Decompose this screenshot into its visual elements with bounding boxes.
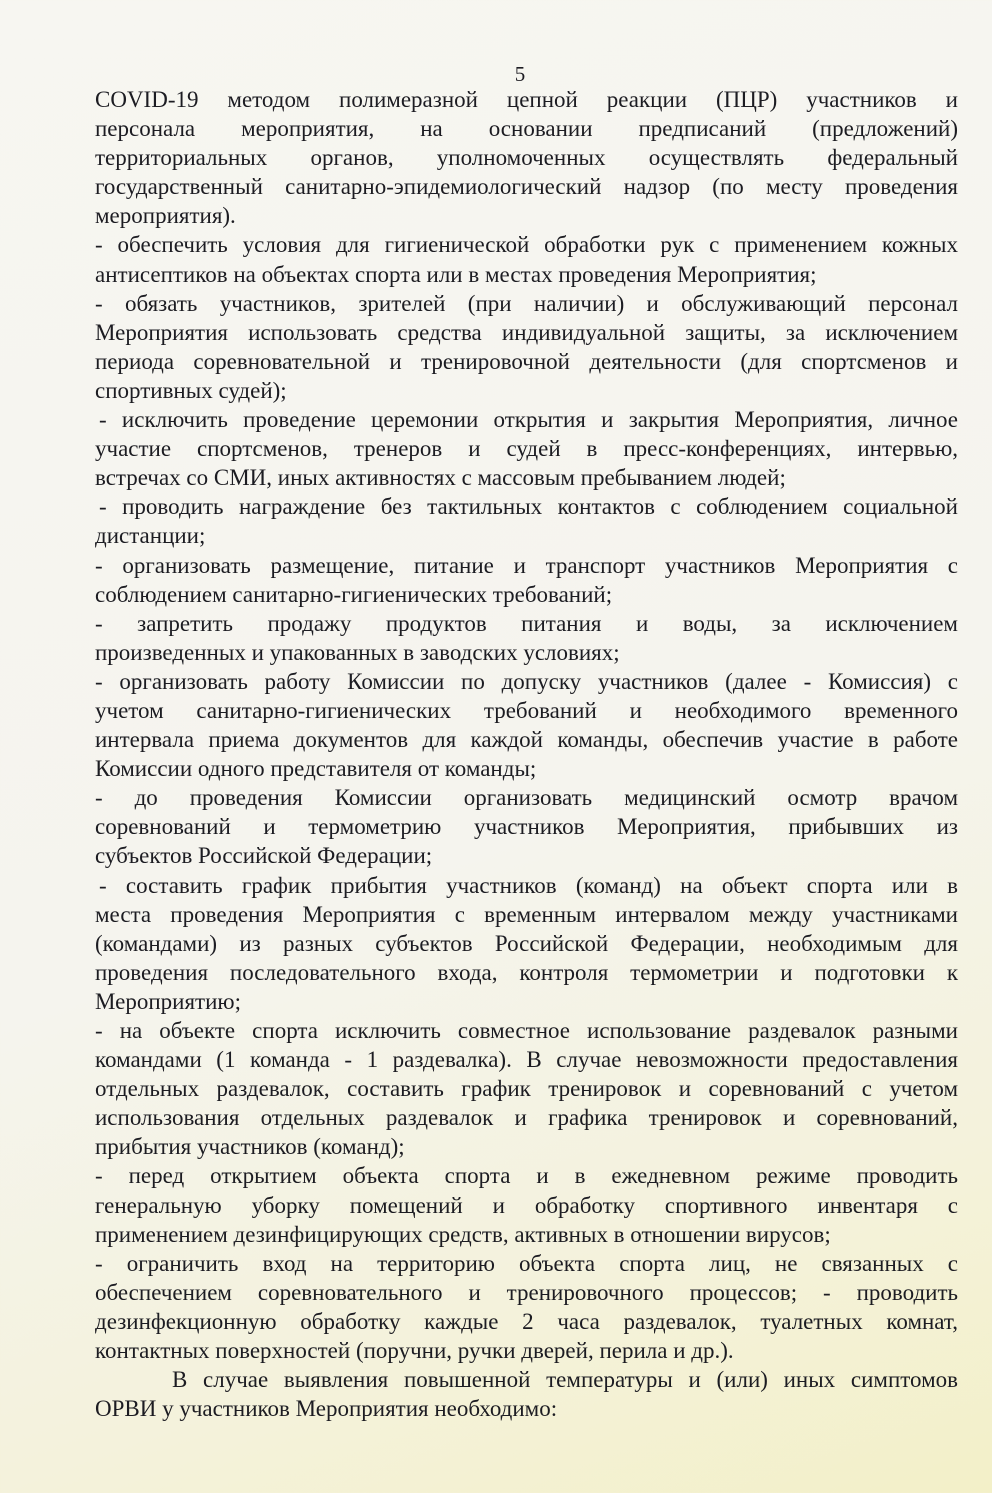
text-line: (командами) из разных субъектов Российской Федерации, необходимым для bbox=[95, 930, 958, 956]
text-line: - ограничить вход на территорию объекта спорта лиц, не связанных с bbox=[95, 1250, 958, 1276]
text-line: Комиссии одного представителя от команды; bbox=[95, 756, 537, 782]
paragraph bbox=[95, 871, 958, 1016]
text-line: - организовать размещение, питание и транспорт участников Мероприятия с bbox=[95, 552, 958, 578]
text-line: В случае выявления повышенной температуры и (или) иных симптомов bbox=[172, 1367, 958, 1393]
text-line: COVID-19 методом полимеразной цепной реакции (ПЦР) участников и bbox=[95, 87, 958, 112]
text-line: применением дезинфицирующих средств, активных в отношении вирусов; bbox=[95, 1221, 831, 1247]
text-line: - перед открытием объекта спорта и в ежедневном режиме проводить bbox=[95, 1163, 958, 1189]
text-line: антисептиков на объектах спорта или в местах проведения Мероприятия; bbox=[95, 261, 817, 287]
paragraph bbox=[95, 551, 958, 609]
text-line: - запретить продажу продуктов питания и воды, за исключением bbox=[95, 610, 958, 636]
text-line: - до проведения Комиссии организовать медицинский осмотр врачом bbox=[95, 785, 958, 811]
paragraph bbox=[95, 783, 958, 870]
text-line: интервала приема документов для каждой команды, обеспечив участие в работе bbox=[95, 727, 958, 753]
paragraph bbox=[95, 492, 958, 550]
text-line: - составить график прибытия участников (команд) на объект спорта или в bbox=[99, 872, 958, 898]
text-line: ОРВИ у участников Мероприятия необходимо: bbox=[95, 1396, 558, 1422]
paragraph bbox=[95, 289, 958, 405]
text-line: - организовать работу Комиссии по допуску участников (далее - Комиссия) с bbox=[95, 668, 958, 694]
text-line: соревнований и термометрию участников Мероприятия, прибывших из bbox=[95, 814, 958, 840]
paragraph bbox=[95, 230, 958, 288]
text-line: командами (1 команда - 1 раздевалка). В случае невозможности предоставления bbox=[95, 1047, 958, 1073]
text-line: субъектов Российской Федерации; bbox=[95, 843, 433, 869]
text-line: генеральную уборку помещений и обработку спортивного инвентаря с bbox=[95, 1192, 958, 1218]
text-line: произведенных и упакованных в заводских условиях; bbox=[95, 639, 620, 665]
text-line: учетом санитарно-гигиенических требований и необходимого временного bbox=[95, 697, 958, 723]
text-line: Мероприятия использовать средства индивидуальной защиты, за исключением bbox=[95, 319, 958, 345]
text-line: - на объекте спорта исключить совместное использование раздевалок разными bbox=[95, 1018, 958, 1043]
text-line: участие спортсменов, тренеров и судей в пресс-конференциях, интервью, bbox=[95, 436, 958, 462]
paragraph bbox=[95, 1365, 958, 1423]
paragraph bbox=[95, 85, 958, 230]
text-line: государственный санитарно-эпидемиологический надзор (по месту проведения bbox=[95, 174, 958, 200]
text-line: Мероприятию; bbox=[95, 988, 241, 1014]
text-line: персонала мероприятия, на основании предписаний (предложений) bbox=[95, 116, 958, 142]
paragraph bbox=[95, 405, 958, 492]
text-line: прибытия участников (команд); bbox=[95, 1134, 405, 1160]
paragraph bbox=[95, 1161, 958, 1248]
text-line: проведения последовательного входа, контроля термометрии и подготовки к bbox=[95, 959, 958, 985]
text-line: встречах со СМИ, иных активностях с массовым пребыванием людей; bbox=[95, 465, 786, 491]
paragraph bbox=[95, 667, 958, 783]
document-body bbox=[95, 85, 958, 1423]
paragraph bbox=[95, 609, 958, 667]
text-line: периода соревновательной и тренировочной деятельности (для спортсменов и bbox=[95, 348, 958, 374]
text-line: обеспечением соревновательного и тренировочного процессов; - проводить bbox=[95, 1279, 958, 1305]
text-line: контактных поверхностей (поручни, ручки дверей, перила и др.). bbox=[95, 1338, 734, 1364]
paragraph bbox=[95, 1249, 958, 1365]
text-line: места проведения Мероприятия с временным интервалом между участниками bbox=[95, 901, 958, 927]
text-line: дистанции; bbox=[95, 523, 206, 549]
page-number: 5 bbox=[514, 62, 526, 86]
text-line: дезинфекционную обработку каждые 2 часа раздевалок, туалетных комнат, bbox=[95, 1308, 958, 1334]
text-line: отдельных раздевалок, составить график тренировок и соревнований с учетом bbox=[95, 1076, 958, 1102]
text-line: использования отдельных раздевалок и графика тренировок и соревнований, bbox=[95, 1105, 958, 1131]
text-line: мероприятия). bbox=[95, 203, 236, 229]
text-line: - обязать участников, зрителей (при наличии) и обслуживающий персонал bbox=[95, 290, 958, 316]
text-line: - исключить проведение церемонии открытия и закрытия Мероприятия, личное bbox=[99, 407, 958, 433]
text-line: - проводить награждение без тактильных контактов с соблюдением социальной bbox=[99, 494, 958, 520]
paragraph bbox=[95, 1016, 958, 1161]
text-line: спортивных судей); bbox=[95, 377, 287, 403]
text-line: - обеспечить условия для гигиенической обработки рук с применением кожных bbox=[95, 232, 958, 258]
text-line: соблюдением санитарно-гигиенических требований; bbox=[95, 581, 613, 607]
text-line: территориальных органов, уполномоченных осуществлять федеральный bbox=[95, 145, 958, 171]
